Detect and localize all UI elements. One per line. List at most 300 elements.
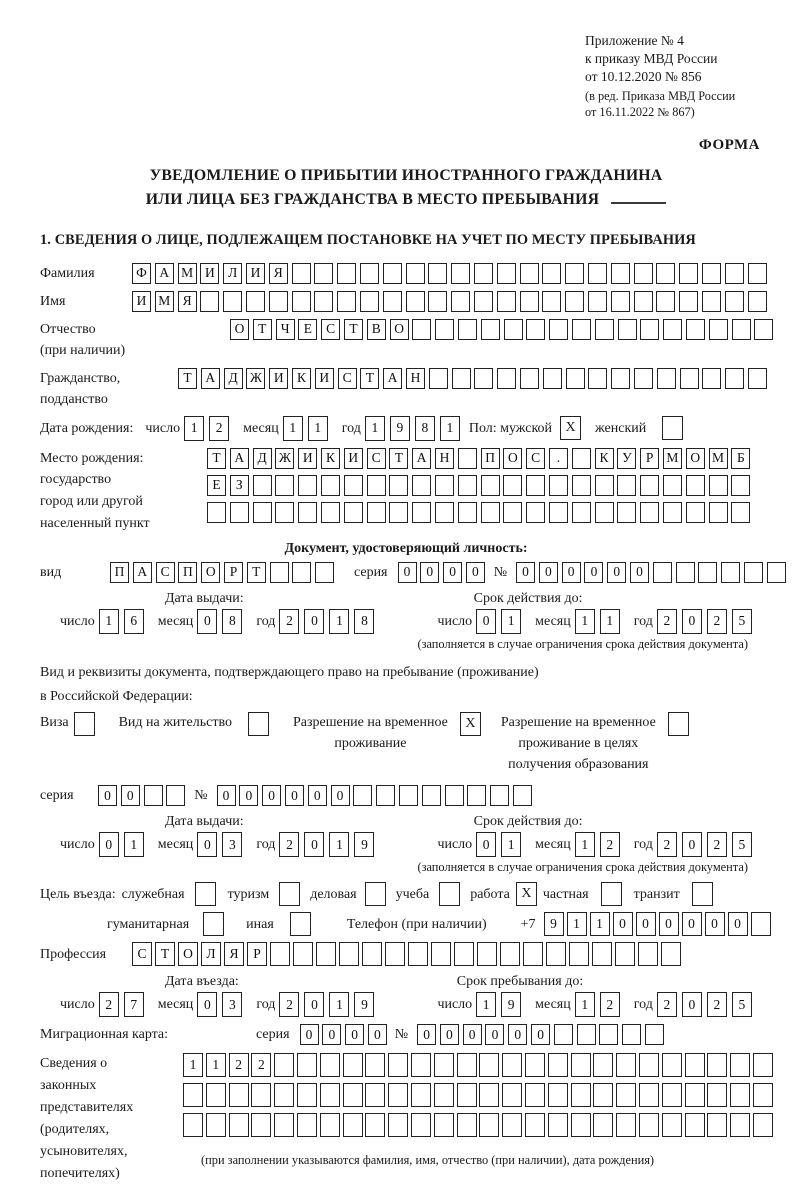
char-cell: [638, 942, 658, 966]
char-cell: [615, 942, 635, 966]
char-cell: П: [110, 562, 129, 583]
char-cell: 1: [283, 416, 303, 441]
identity-number-cells: [516, 562, 790, 583]
char-cell: [751, 912, 771, 936]
char-cell: К: [321, 448, 340, 469]
stay-day: [476, 992, 526, 1017]
char-cell: 0: [636, 912, 656, 936]
char-cell: О: [686, 448, 705, 469]
char-cell: [321, 502, 340, 523]
char-cell: [316, 942, 336, 966]
char-cell: [744, 562, 763, 583]
char-cell: 1: [329, 992, 349, 1017]
profession-row: [40, 942, 772, 966]
char-cell: [622, 1024, 641, 1045]
purpose-transit-checkbox: [692, 882, 713, 906]
name-cells: [132, 291, 770, 312]
char-cell: [686, 502, 705, 523]
char-cell: [526, 319, 545, 340]
char-cell: [481, 502, 500, 523]
representatives-label-line6: попечителях): [40, 1166, 120, 1182]
residence-permit-checkbox: [248, 712, 269, 736]
birth-place-label: [40, 448, 207, 535]
char-cell: А: [155, 263, 174, 284]
char-cell: [520, 263, 539, 284]
month-label: месяц: [243, 420, 279, 436]
char-cell: [525, 1113, 545, 1137]
identity-series-cells: [398, 562, 489, 583]
representatives-label: [40, 1053, 183, 1185]
char-cell: [593, 1113, 613, 1137]
char-cell: [388, 1053, 408, 1077]
char-cell: 0: [331, 785, 350, 806]
citizenship-cells: [178, 368, 771, 389]
identity-issue-month: [197, 609, 247, 634]
char-cell: [572, 475, 591, 496]
char-cell: 5: [732, 992, 752, 1017]
char-cell: 0: [398, 562, 417, 583]
char-cell: [435, 319, 454, 340]
char-cell: [595, 319, 614, 340]
char-cell: [292, 291, 311, 312]
char-cell: [481, 319, 500, 340]
char-cell: [457, 1053, 477, 1077]
char-cell: [434, 1083, 454, 1107]
identity-valid-date: [437, 609, 756, 634]
char-cell: [454, 942, 474, 966]
char-cell: Р: [640, 448, 659, 469]
char-cell: [731, 502, 750, 523]
char-cell: К: [292, 368, 311, 389]
section1-heading: 1. СВЕДЕНИЯ О ЛИЦЕ, ПОДЛЕЖАЩЕМ ПОСТАНОВКЕ НА УЧЕТ ПО МЕСТУ ПРЕБЫВАНИЯ: [40, 231, 696, 248]
char-cell: И: [132, 291, 151, 312]
char-cell: 0: [508, 1024, 527, 1045]
char-cell: [730, 1113, 750, 1137]
migration-number-cells: [417, 1024, 668, 1045]
char-cell: Ф: [132, 263, 151, 284]
purpose-business-label: деловая: [310, 886, 357, 902]
surname-cells: [132, 263, 770, 284]
patronymic-label-line2: (при наличии): [40, 342, 126, 358]
char-cell: [685, 1053, 705, 1077]
char-cell: 3: [222, 992, 242, 1017]
char-cell: [297, 1113, 317, 1137]
char-cell: 0: [197, 992, 217, 1017]
char-cell: 2: [657, 609, 677, 634]
visit-purpose-label: Цель въезда:: [40, 886, 116, 902]
identity-issue-year: [279, 609, 379, 634]
char-cell: [477, 942, 497, 966]
char-cell: 5: [732, 609, 752, 634]
temp-residence-edu-checkbox: [668, 712, 689, 736]
char-cell: [411, 1113, 431, 1137]
char-cell: С: [367, 448, 386, 469]
month-label: месяц: [157, 613, 194, 629]
char-cell: Ж: [275, 448, 294, 469]
char-cell: [270, 942, 290, 966]
char-cell: К: [595, 448, 614, 469]
purpose-study-checkbox: [439, 882, 460, 906]
char-cell: [725, 263, 744, 284]
char-cell: Я: [269, 263, 288, 284]
char-cell: [572, 502, 591, 523]
month-label: месяц: [157, 837, 194, 853]
char-cell: И: [344, 448, 363, 469]
char-cell: 1: [184, 416, 204, 441]
char-cell: [702, 368, 721, 389]
purpose-official-label: служебная: [121, 886, 185, 902]
day-label: число: [60, 613, 95, 629]
char-cell: 1: [329, 832, 349, 857]
char-cell: 7: [124, 992, 144, 1017]
char-cell: [360, 263, 379, 284]
char-cell: [230, 502, 249, 523]
char-cell: Ч: [276, 319, 295, 340]
identity-doc-heading: Документ, удостоверяющий личность:: [284, 540, 528, 556]
char-cell: [588, 368, 607, 389]
entry-month: [197, 992, 247, 1017]
char-cell: [662, 1113, 682, 1137]
profession-cells: [132, 942, 684, 966]
char-cell: [657, 368, 676, 389]
char-cell: 1: [440, 416, 460, 441]
char-cell: 0: [584, 562, 603, 583]
char-cell: [435, 502, 454, 523]
year-label: год: [256, 613, 276, 629]
stay-month: [575, 992, 625, 1017]
residence-series-label: серия: [40, 788, 74, 804]
char-cell: Л: [223, 263, 242, 284]
char-cell: [253, 475, 272, 496]
char-cell: [707, 1113, 727, 1137]
residence-doc-options-row: [40, 712, 772, 775]
char-cell: [365, 1083, 385, 1107]
char-cell: Т: [253, 319, 272, 340]
purpose-official-checkbox: [195, 882, 216, 906]
migration-card-row: [40, 1024, 772, 1045]
char-cell: [593, 1053, 613, 1077]
citizenship-label-line1: Гражданство,: [40, 370, 121, 386]
name-label: Имя: [40, 293, 66, 309]
representatives-cells-row3: [183, 1113, 776, 1137]
char-cell: 8: [222, 609, 242, 634]
char-cell: [725, 291, 744, 312]
char-cell: [411, 1053, 431, 1077]
char-cell: Н: [406, 368, 425, 389]
char-cell: [457, 1113, 477, 1137]
char-cell: [685, 1113, 705, 1137]
char-cell: [474, 263, 493, 284]
char-cell: 0: [463, 1024, 482, 1045]
char-cell: 8: [354, 609, 374, 634]
char-cell: [344, 475, 363, 496]
purpose-work-checkbox: X: [516, 882, 537, 906]
char-cell: 0: [728, 912, 748, 936]
char-cell: 0: [304, 992, 324, 1017]
char-cell: 2: [251, 1053, 271, 1077]
header-revision: [585, 89, 772, 121]
char-cell: [542, 291, 561, 312]
header-line: от 16.11.2022 № 867): [585, 105, 695, 120]
char-cell: С: [321, 319, 340, 340]
purpose-other-label: иная: [246, 916, 274, 932]
char-cell: [479, 1113, 499, 1137]
purpose-tourism-checkbox: [279, 882, 300, 906]
char-cell: [526, 475, 545, 496]
char-cell: 0: [262, 785, 281, 806]
entry-date-heading: Дата въезда:: [165, 974, 239, 990]
purpose-private-checkbox: [601, 882, 622, 906]
char-cell: [725, 368, 744, 389]
char-cell: [566, 368, 585, 389]
char-cell: 0: [682, 832, 702, 857]
char-cell: [554, 1024, 573, 1045]
char-cell: [709, 319, 728, 340]
char-cell: [479, 1053, 499, 1077]
temp-residence-label-line2: проживание: [334, 736, 407, 752]
year-label: год: [633, 997, 653, 1013]
year-label: год: [341, 420, 361, 436]
char-cell: [320, 1083, 340, 1107]
representatives-cells-row2: [183, 1083, 776, 1107]
phone-label: Телефон (при наличии): [346, 916, 487, 932]
char-cell: [206, 1113, 226, 1137]
char-cell: 0: [476, 609, 496, 634]
day-label: число: [145, 420, 181, 436]
char-cell: [229, 1113, 249, 1137]
temp-residence-edu-label-line1: Разрешение на временное: [500, 715, 656, 731]
representatives-label-line5: усыновителях,: [40, 1144, 128, 1160]
temp-residence-edu-label: [501, 712, 656, 775]
char-cell: 9: [354, 992, 374, 1017]
char-cell: Т: [155, 942, 175, 966]
char-cell: [367, 502, 386, 523]
char-cell: [412, 475, 431, 496]
char-cell: В: [367, 319, 386, 340]
birth-place-label-line4: населенный пункт: [40, 515, 150, 531]
purpose-other-checkbox: [290, 912, 311, 936]
residence-valid-month: [575, 832, 625, 857]
char-cell: Т: [178, 368, 197, 389]
migration-number-label: №: [394, 1027, 409, 1043]
char-cell: 0: [682, 992, 702, 1017]
year-label: год: [256, 837, 276, 853]
char-cell: [593, 1083, 613, 1107]
identity-issue-date: [60, 609, 379, 634]
char-cell: [543, 368, 562, 389]
char-cell: Ж: [246, 368, 265, 389]
char-cell: [588, 263, 607, 284]
char-cell: [639, 1083, 659, 1107]
char-cell: 2: [707, 992, 727, 1017]
identity-date-headings: [40, 591, 772, 607]
char-cell: 2: [707, 609, 727, 634]
char-cell: [520, 368, 539, 389]
char-cell: 2: [657, 832, 677, 857]
char-cell: 0: [300, 1024, 319, 1045]
header-line: к приказу МВД России: [585, 50, 718, 66]
char-cell: [360, 291, 379, 312]
sex-male-label: Пол: мужской: [468, 420, 553, 436]
stay-until-heading: Срок пребывания до:: [456, 974, 584, 990]
char-cell: 0: [539, 562, 558, 583]
char-cell: [207, 502, 226, 523]
char-cell: [422, 785, 441, 806]
char-cell: [617, 475, 636, 496]
char-cell: И: [269, 368, 288, 389]
char-cell: [549, 475, 568, 496]
char-cell: [383, 263, 402, 284]
char-cell: 0: [466, 562, 485, 583]
birth-place-label-line3: город или другой: [40, 494, 143, 510]
birth-month-cells: [283, 416, 333, 441]
char-cell: [431, 942, 451, 966]
char-cell: [428, 291, 447, 312]
char-cell: [183, 1113, 203, 1137]
char-cell: 0: [239, 785, 258, 806]
char-cell: Р: [247, 942, 267, 966]
char-cell: О: [503, 448, 522, 469]
char-cell: [639, 1053, 659, 1077]
purpose-humanitarian-checkbox: [203, 912, 224, 936]
residence-valid-date: [437, 832, 756, 857]
char-cell: О: [201, 562, 220, 583]
char-cell: 0: [420, 562, 439, 583]
char-cell: [707, 1083, 727, 1107]
char-cell: 1: [501, 609, 521, 634]
char-cell: [206, 1083, 226, 1107]
char-cell: 0: [368, 1024, 387, 1045]
char-cell: Я: [178, 291, 197, 312]
migration-series-label: серия: [256, 1027, 290, 1043]
char-cell: 0: [304, 609, 324, 634]
char-cell: [451, 291, 470, 312]
char-cell: [412, 502, 431, 523]
month-label: месяц: [535, 997, 571, 1013]
citizenship-row: [40, 368, 772, 410]
identity-dates-row: [60, 609, 772, 634]
char-cell: 0: [613, 912, 633, 936]
char-cell: [270, 562, 289, 583]
char-cell: [663, 475, 682, 496]
representatives-label-line3: представителях: [40, 1100, 134, 1116]
char-cell: Е: [207, 475, 226, 496]
purpose-study-label: учеба: [395, 886, 430, 902]
identity-valid-day: [476, 609, 526, 634]
representatives-label-line2: законных: [40, 1078, 97, 1094]
char-cell: А: [383, 368, 402, 389]
char-cell: [458, 319, 477, 340]
char-cell: 1: [590, 912, 610, 936]
representatives-note: (при заполнении указываются фамилия, имя, отчество (при наличии), дата рождения): [201, 1153, 655, 1168]
char-cell: [388, 1113, 408, 1137]
char-cell: 1: [575, 609, 595, 634]
char-cell: [458, 502, 477, 523]
char-cell: [183, 1083, 203, 1107]
char-cell: 5: [732, 832, 752, 857]
char-cell: [639, 1113, 659, 1137]
char-cell: У: [617, 448, 636, 469]
patronymic-row: [40, 319, 772, 361]
residence-series-row: [40, 785, 772, 806]
char-cell: А: [230, 448, 249, 469]
char-cell: 1: [308, 416, 328, 441]
char-cell: [274, 1083, 294, 1107]
char-cell: [406, 263, 425, 284]
char-cell: [525, 1053, 545, 1077]
char-cell: [676, 562, 695, 583]
day-label: число: [437, 837, 473, 853]
residence-series-cells: [98, 785, 189, 806]
visa-label: Виза: [40, 715, 69, 731]
purpose-humanitarian-label: гуманитарная: [107, 916, 190, 932]
char-cell: С: [526, 448, 545, 469]
header-line: Приложение № 4: [585, 33, 684, 48]
birth-date-label: Дата рождения:: [40, 420, 134, 436]
char-cell: [337, 263, 356, 284]
char-cell: [451, 263, 470, 284]
char-cell: [144, 785, 163, 806]
char-cell: О: [390, 319, 409, 340]
temp-residence-checkbox: X: [460, 712, 481, 736]
char-cell: [293, 942, 313, 966]
char-cell: [592, 942, 612, 966]
title-blank-underline: [611, 190, 666, 204]
char-cell: [298, 475, 317, 496]
char-cell: [617, 502, 636, 523]
residence-validity-note: (заполняется в случае ограничения срока действия документа): [417, 860, 748, 875]
char-cell: Т: [389, 448, 408, 469]
char-cell: 0: [308, 785, 327, 806]
char-cell: 0: [516, 562, 535, 583]
char-cell: [663, 502, 682, 523]
entry-day: [99, 992, 149, 1017]
purpose-business-checkbox: [365, 882, 386, 906]
char-cell: [200, 291, 219, 312]
entry-date: [60, 992, 379, 1017]
char-cell: 0: [417, 1024, 436, 1045]
char-cell: 9: [390, 416, 410, 441]
char-cell: [389, 502, 408, 523]
char-cell: 0: [630, 562, 649, 583]
char-cell: 2: [600, 992, 620, 1017]
char-cell: О: [178, 942, 198, 966]
char-cell: [385, 942, 405, 966]
residence-date-headings: [40, 814, 772, 830]
visa-checkbox: [74, 712, 95, 736]
temp-residence-edu-label-line2: проживание в целях: [518, 736, 639, 752]
citizenship-label-line2: подданство: [40, 391, 108, 407]
char-cell: [504, 319, 523, 340]
char-cell: [656, 291, 675, 312]
char-cell: И: [246, 263, 265, 284]
char-cell: А: [201, 368, 220, 389]
char-cell: [748, 291, 767, 312]
header-line: от 10.12.2020 № 856: [585, 68, 702, 84]
char-cell: [698, 562, 717, 583]
char-cell: [595, 502, 614, 523]
char-cell: [481, 475, 500, 496]
birth-day-cells: [184, 416, 234, 441]
char-cell: 1: [567, 912, 587, 936]
char-cell: 8: [415, 416, 435, 441]
char-cell: [343, 1083, 363, 1107]
birth-place-cells-row1: [207, 448, 754, 469]
char-cell: [497, 291, 516, 312]
char-cell: 0: [531, 1024, 550, 1045]
char-cell: 1: [365, 416, 385, 441]
char-cell: Т: [344, 319, 363, 340]
